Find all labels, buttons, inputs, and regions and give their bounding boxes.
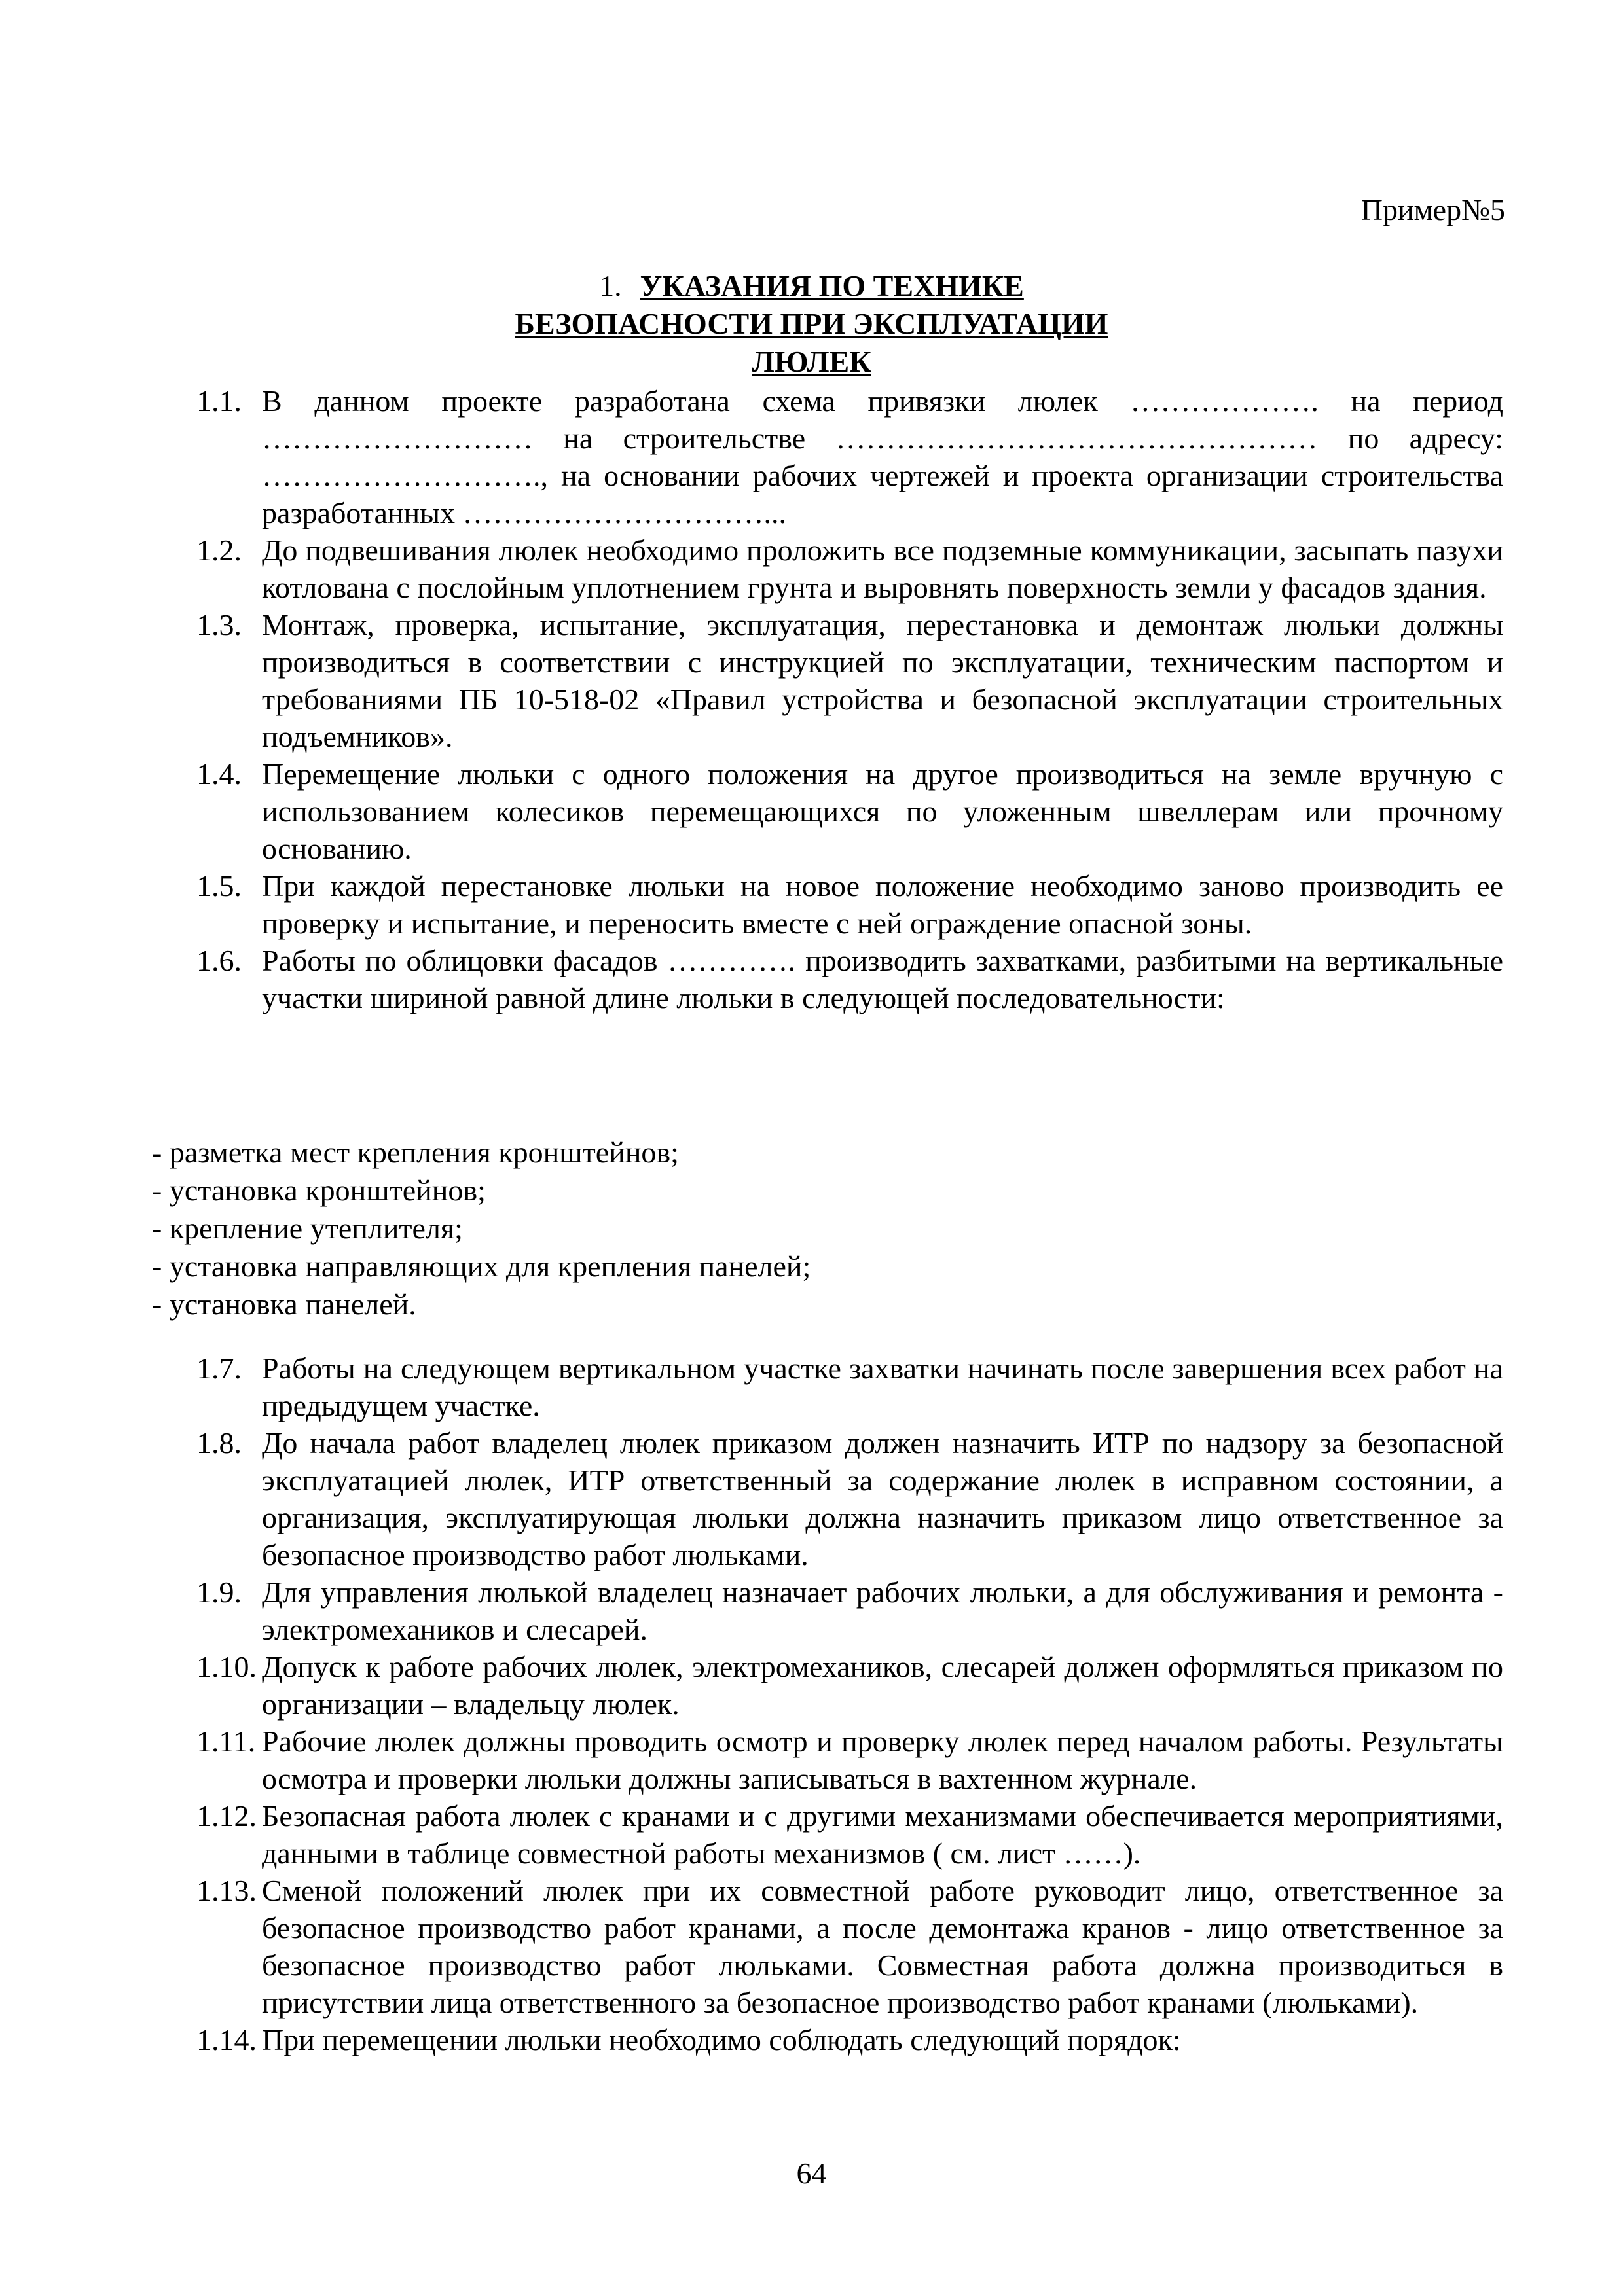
list-item [196, 867, 1503, 942]
item-text: Безопасная работа люлек с кранами и с другими механизмами обеспечивается мероприятиями, данными в таблице совместной работы механизмов ( см. лист ……). [262, 1799, 1503, 1870]
item-number: 1.9. [196, 1575, 242, 1609]
item-number: 1.10. [196, 1650, 257, 1683]
list-item [196, 1723, 1503, 1797]
list-item [196, 942, 1503, 1016]
bullet-list [152, 1134, 811, 1323]
item-number: 1.11. [196, 1725, 256, 1758]
items-block-b [196, 1350, 1503, 2058]
item-text: Перемещение люльки с одного положения на другое производиться на земле вручную с использованием колесиков перемещающихся по уложенным швеллерам или прочному основанию. [262, 757, 1503, 865]
bullet-item: - установка кронштейнов; [152, 1174, 486, 1207]
list-item [196, 1424, 1503, 1573]
bullet-item: - установка панелей. [152, 1287, 416, 1321]
list-item [196, 606, 1503, 755]
item-text: Для управления люлькой владелец назначает рабочих люльки, а для обслуживания и ремонта - электромехаников и слесарей. [262, 1575, 1503, 1646]
item-number: 1.3. [196, 608, 242, 641]
item-number: 1.1. [196, 384, 242, 418]
list-item [196, 1797, 1503, 1872]
item-number: 1.12. [196, 1799, 257, 1833]
bullet-item: - установка направляющих для крепления панелей; [152, 1249, 811, 1283]
item-text: Работы на следующем вертикальном участке захватки начинать после завершения всех работ на предыдущем участке. [262, 1352, 1503, 1422]
item-text: При каждой перестановке люльки на новое положение необходимо заново производить ее проверку и испытание, и переносить вместе с ней ограждение опасной зоны. [262, 869, 1503, 940]
items-block-a [196, 382, 1503, 1016]
item-text: Монтаж, проверка, испытание, эксплуатация, перестановка и демонтаж люльки должны производиться в соответствии с инструкцией по эксплуатации, техническим паспортом и требованиями ПБ 10-518-02 «Правил устройства и безопасной эксплуатации строительных подъемников». [262, 608, 1503, 753]
section-title-line-3 [0, 343, 1623, 381]
item-number: 1.8. [196, 1426, 242, 1460]
item-text: Допуск к работе рабочих люлек, электромехаников, слесарей должен оформляться приказом по организации – владельцу люлек. [262, 1650, 1503, 1721]
list-item [196, 1350, 1503, 1424]
section-title-text-3: ЛЮЛЕК [752, 345, 871, 378]
item-text: При перемещении люльки необходимо соблюдать следующий порядок: [262, 2023, 1181, 2056]
item-number: 1.2. [196, 533, 242, 567]
bullet-item: - разметка мест крепления кронштейнов; [152, 1136, 679, 1169]
list-item [196, 382, 1503, 531]
item-text: Рабочие люлек должны проводить осмотр и проверку люлек перед началом работы. Результаты осмотра и проверки люльки должны записываться в вахтенном журнале. [262, 1725, 1503, 1795]
item-text: Работы по облицовки фасадов …………. производить захватками, разбитыми на вертикальные участки шириной равной длине люльки в следующей последовательности: [262, 944, 1503, 1014]
item-number: 1.4. [196, 757, 242, 791]
list-item [196, 1648, 1503, 1723]
item-number: 1.13. [196, 1874, 257, 1907]
example-label: Пример№5 [1360, 193, 1505, 226]
item-number: 1.5. [196, 869, 242, 903]
item-text: До подвешивания люлек необходимо проложить все подземные коммуникации, засыпать пазухи котлована с послойным уплотнением грунта и выровнять поверхность земли у фасадов здания. [262, 533, 1503, 604]
list-item [196, 2021, 1503, 2058]
section-title-line-1 [0, 267, 1623, 305]
section-title-line-2 [0, 305, 1623, 343]
item-text: Сменой положений люлек при их совместной работе руководит лицо, ответственное за безопасное производство работ кранами, а после демонтажа кранов - лицо ответственное за безопасное производство работ люльками. Совместная работа должна производиться в присутствии лица ответственного за безопасное производство работ кранами (люльками). [262, 1874, 1503, 2019]
item-number: 1.6. [196, 944, 242, 977]
item-number: 1.14. [196, 2023, 257, 2056]
section-title-text-1: УКАЗАНИЯ ПО ТЕХНИКЕ [640, 269, 1024, 302]
section-title-text-2: БЕЗОПАСНОСТИ ПРИ ЭКСПЛУАТАЦИИ [515, 307, 1108, 340]
bullet-item: - крепление утеплителя; [152, 1211, 463, 1245]
item-text: До начала работ владелец люлек приказом должен назначить ИТР по надзору за безопасной эксплуатацией люлек, ИТР ответственный за содержание люлек в исправном состоянии, а организация, эксплуатирующая люльки должна назначить приказом лицо ответственное за безопасное производство работ люльками. [262, 1426, 1503, 1571]
page-number: 64 [796, 2157, 827, 2190]
section-title [0, 267, 1623, 381]
list-item [196, 755, 1503, 867]
list-item [196, 531, 1503, 606]
item-number: 1.7. [196, 1352, 242, 1385]
section-number: 1. [599, 269, 622, 302]
list-item [196, 1872, 1503, 2021]
list-item [196, 1573, 1503, 1648]
item-text: В данном проекте разработана схема привязки люлек ………………. на период ……………………… на строительстве ………………………………………… по адресу: ………………………., на основании рабочих чертежей и проекта организации строительства разработанных …………………………... [262, 384, 1503, 529]
